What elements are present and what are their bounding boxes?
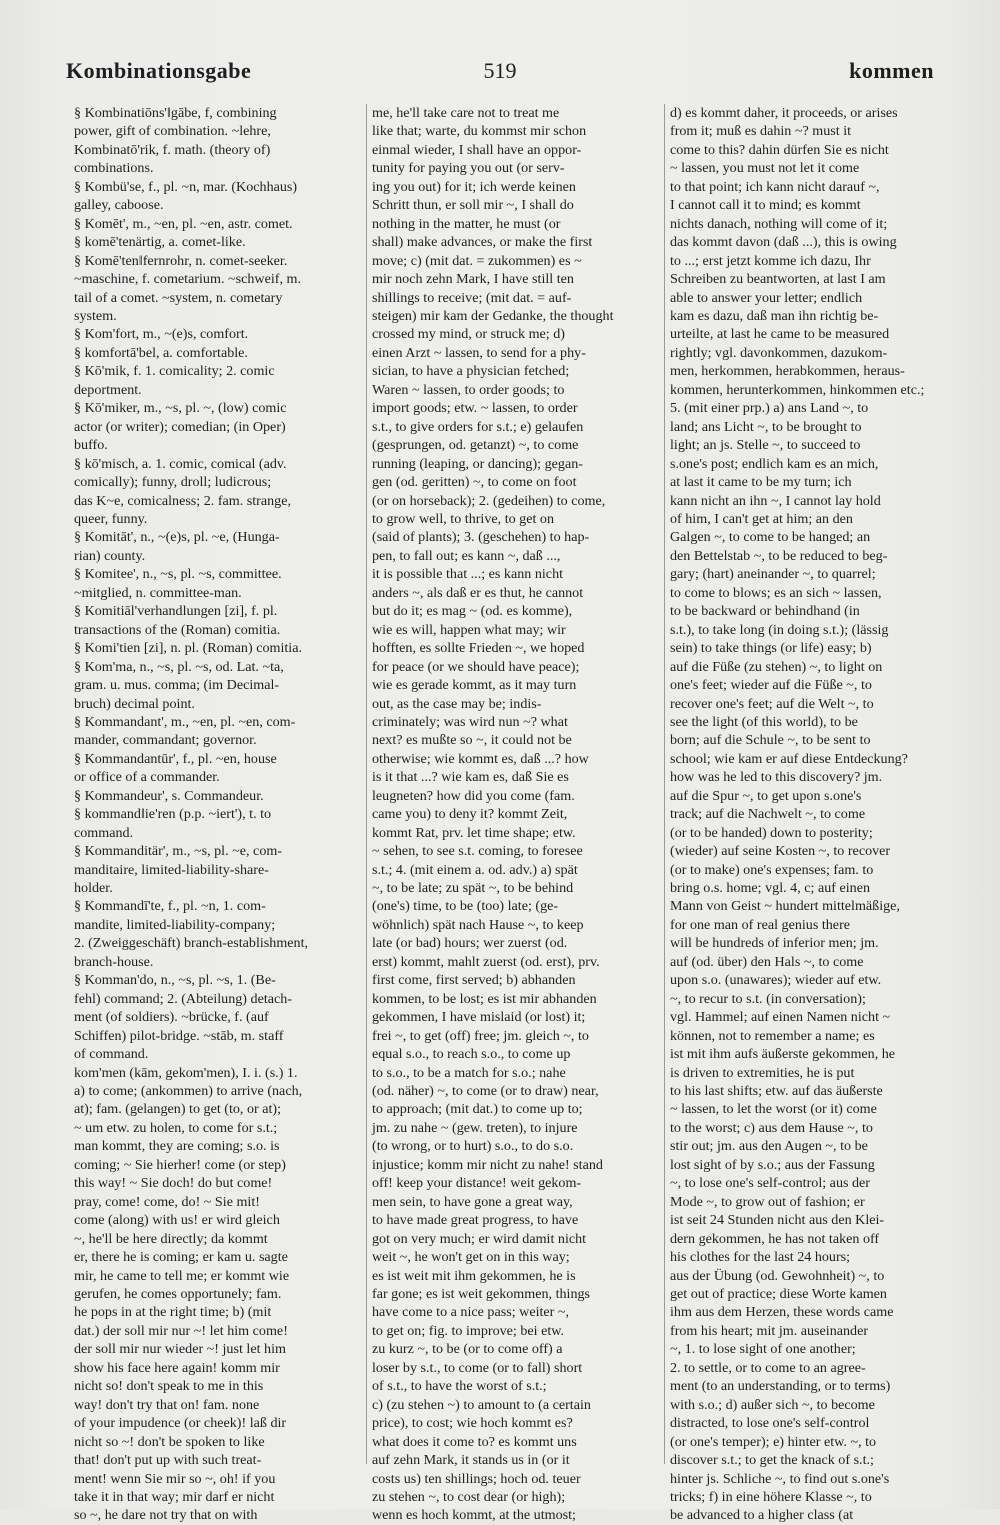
text-line: ihm aus dem Herzen, these words came [670,1304,894,1321]
text-line: way! don't try that on! fam. none [74,1396,260,1413]
text-line: urteilte, at last he came to be measured [670,326,890,343]
text-line: mandite, limited-liability-company; [74,916,276,933]
text-line: Waren ~ lassen, to order goods; to [372,381,565,398]
text-line: s.t.; 4. (mit einem a. od. adv.) a) spät [372,861,578,878]
text-line: queer, funny. [74,510,148,527]
text-line: § Komē'ten‖fernrohr, n. comet-seeker. [74,252,288,269]
text-line: rian) county. [74,547,146,564]
text-line: auf zehn Mark, it stands us in (or it [372,1452,570,1469]
text-line: branch-house. [74,953,154,970]
text-line: Kombinatō'rik, f. math. (theory of) [74,141,271,158]
text-line: track; auf die Nachwelt ~, to come [670,806,866,823]
text-line: ~mitglied, n. committee-man. [74,584,242,601]
text-line: (od. näher) ~, to come (or to draw) near, [372,1083,599,1100]
text-line: Schreiben zu beantworten, at last I am [670,271,886,288]
text-line: kam es dazu, daß man ihn richtig be- [670,307,879,324]
page-number: 519 [483,58,517,83]
text-line: rightly; vgl. davonkommen, dazukom- [670,344,888,361]
text-line: to approach; (mit dat.) to come up to; [372,1101,583,1118]
text-line: his clothes for the last 24 hours; [670,1249,851,1266]
text-line: to his last shifts; etw. auf das äußerste [670,1083,883,1100]
text-line: is it that ...? wie kam es, daß Sie es [372,769,569,786]
column-divider [664,104,665,1464]
text-line: ~, to be late; zu spät ~, to be behind [372,880,574,897]
text-line: of your impudence (or cheek)! laß dir [74,1415,287,1432]
text-line: aus der Übung (od. Gewohnheit) ~, to [670,1267,885,1284]
text-line: recover one's feet; auf die Welt ~, to [670,695,874,712]
text-line: (or one's temper); e) hinter etw. ~, to [670,1433,877,1450]
text-line: gen (od. geritten) ~, to come on foot [372,474,577,491]
text-line: Mann von Geist ~ hundert mittelmäßige, [670,898,900,915]
text-line: ~ lassen, to let the worst (or it) come [670,1101,877,1118]
text-line: kommen, to be lost; es ist mir abhanden [372,990,597,1007]
text-line: 2. (Zweiggeschäft) branch-establishment, [74,935,309,952]
text-column-3 [670,104,956,1524]
text-line: § komē'tenärtig, a. comet-like. [74,234,246,251]
text-line: steigen) mir kam der Gedanke, the thought [372,307,614,324]
text-line: 5. (mit einer prp.) a) ans Land ~, to [670,400,869,417]
text-line: man kommt, they are coming; s.o. is [74,1138,280,1155]
text-line: upon s.o. (unawares); wieder auf etw. [670,972,882,989]
text-line: show his face here again! komm mir [74,1359,280,1376]
text-line: at); fam. (gelangen) to get (to, or at); [74,1101,282,1118]
text-line: ~ um etw. zu holen, to come for s.t.; [74,1119,278,1136]
text-line: I cannot call it to mind; es kommt [670,197,861,214]
text-line: import goods; etw. ~ lassen, to order [372,400,578,417]
text-line: ment! wenn Sie mir so ~, oh! if you [74,1470,276,1487]
text-line: to be backward or behindhand (in [670,603,860,620]
text-line: ~maschine, f. cometarium. ~schweif, m. [74,271,301,288]
text-line: buffo. [74,437,108,454]
text-line: § Kommanditär', m., ~s, pl. ~e, com- [74,843,283,860]
text-line: § Kom'fort, m., ~(e)s, comfort. [74,326,249,343]
text-line: to come to blows; es an sich ~ lassen, [670,584,882,601]
text-line: price), to cost; wie hoch kommt es? [372,1415,573,1432]
text-line: (or to make) one's expenses; fam. to [670,861,874,878]
text-line: combinations. [74,160,154,177]
text-line: that! don't put up with such treat- [74,1452,262,1469]
text-line: das K~e, comicalness; 2. fam. strange, [74,492,292,509]
text-line: deportment. [74,381,142,398]
text-line: off! keep your distance! weit gekom- [372,1175,582,1192]
text-line: to the worst; c) aus dem Hause ~, to [670,1119,873,1136]
text-line: auf die Füße (zu stehen) ~, to light on [670,658,883,675]
text-line: so ~, he dare not try that on with [74,1507,258,1524]
text-line: weit ~, he won't get on in this way; [372,1249,570,1266]
text-line: born; auf die Schule ~, to be sent to [670,732,871,749]
text-line: § Kommandantūr', f., pl. ~en, house [74,750,277,767]
text-line: kann nicht an ihn ~, I cannot lay hold [670,492,881,509]
text-line: wie es gerade kommt, as it may turn [372,677,577,694]
text-line: § Komitāt', n., ~(e)s, pl. ~e, (Hunga- [74,529,280,546]
text-line: far gone; es ist weit gekommen, things [372,1286,591,1302]
text-line: late (or bad) hours; wer zuerst (od. [372,935,568,952]
text-line: den Bettelstab ~, to be reduced to beg- [670,547,888,564]
text-line: Schritt thun, er soll mir ~, I shall do [372,197,574,214]
text-line: zu kurz ~, to be (or to come off) a [372,1341,563,1358]
text-line: at last it came to be my turn; ich [670,474,852,491]
text-line: holder. [74,880,113,897]
text-line: kommen, herunterkommen, hinkommen etc.; [670,381,925,398]
text-line: to s.o., to be a match for s.o.; nahe [372,1064,566,1081]
text-line: pen, to fall out; es kann ~, daß ..., [372,547,561,564]
text-line: is driven to extremities, he is put [670,1064,855,1081]
text-line: tail of a comet. ~system, n. cometary [74,289,283,306]
text-line: power, gift of combination. ~lehre, [74,123,271,140]
text-line: (said of plants); 3. (geschehen) to hap- [372,529,590,546]
text-line: what does it come to? es kommt uns [372,1433,577,1450]
text-line: to get on; fig. to improve; bei etw. [372,1322,565,1339]
text-line: with s.o.; d) außer sich ~, to become [670,1396,875,1413]
text-line: s.t., to give orders for s.t.; e) gelaufen [372,418,584,435]
text-line: (to wrong, or to hurt) s.o., to do s.o. [372,1138,574,1155]
text-line: § kommand‖ie'ren (p.p. ~iert'), t. to [74,806,272,823]
text-line: § Kombinatiōns'‖gābe, f, combining [74,105,277,121]
text-line: discover s.t.; to get the knack of s.t.; [670,1452,874,1469]
text-line: wie es will, happen what may; wir [372,621,566,638]
text-line: bring o.s. home; vgl. 4, c; auf einen [670,880,871,897]
text-line: coming; ~ Sie hierher! come (or step) [74,1156,286,1173]
text-line: frei ~, to get (off) free; jm. gleich ~, to [372,1027,589,1044]
text-line: come (along) with us! er wird gleich [74,1212,280,1229]
text-line: § Komēt', m., ~en, pl. ~en, astr. comet. [74,215,293,232]
text-line: hofften, es sollte Frieden ~, we hoped [372,640,585,657]
text-line: criminately; was wird nun ~? what [372,713,568,730]
text-line: gram. u. mus. comma; (im Decimal- [74,677,280,694]
text-line: he pops in at the right time; b) (mit [74,1304,272,1321]
text-line: get out of practice; diese Worte kamen [670,1286,887,1302]
text-line: command. [74,824,134,841]
text-line: § Komitiāl'verhandlungen [zi], f. pl. [74,603,278,620]
text-line: fehl) command; 2. (Abteilung) detach- [74,990,292,1007]
text-line: auf (od. über) den Hals ~, to come [670,953,864,970]
text-line: § Kombü'se, f., pl. ~n, mar. (Kochhaus) [74,178,298,195]
text-line: § kō'misch, a. 1. comic, comical (adv. [74,455,287,472]
text-line: § Komitee', n., ~s, pl. ~s, committee. [74,566,282,583]
text-line: to that point; ich kann nicht darauf ~, [670,178,880,195]
text-line: for peace (or we should have peace); [372,658,580,675]
text-line: of command. [74,1046,149,1063]
text-line: from it; muß es dahin ~? must it [670,123,852,140]
column-divider [366,104,367,1464]
text-line: ~ lassen, you must not let it come [670,160,860,177]
text-line: gerufen, he comes opportunely; fam. [74,1286,282,1302]
text-line: gary; (hart) aneinander ~, to quarrel; [670,566,876,583]
text-line: vgl. Hammel; auf einen Namen nicht ~ [670,1009,891,1026]
text-line: § Kō'miker, m., ~s, pl. ~, (low) comic [74,400,287,417]
text-line: d) es kommt daher, it proceeds, or arises [670,105,898,121]
text-line: Galgen ~, to come to be hanged; an [670,529,871,546]
text-line: kommt Rat, prv. let time shape; etw. [372,824,576,841]
text-line: Mode ~, to grow out of fashion; er [670,1193,865,1210]
text-line: pray, come! come, do! ~ Sie mit! [74,1193,260,1210]
text-line: c) (zu stehen ~) to amount to (a certain [372,1396,591,1413]
text-line: er, there he is coming; er kam u. sagte [74,1249,288,1266]
text-line: bruch) decimal point. [74,695,195,712]
text-line: to ...; erst jetzt komme ich dazu, Ihr [670,252,871,269]
text-line: for one man of real genius there [670,916,851,933]
text-line: light; an js. Stelle ~, to succeed to [670,437,861,454]
text-line: können, not to remember a name; es [670,1027,875,1044]
text-line: ing you out) for it; ich werde keinen [372,178,576,195]
text-line: sician, to have a physician fetched; [372,363,570,380]
text-line: land; ans Licht ~, to be brought to [670,418,862,435]
text-line: how was he led to this discovery? jm. [670,769,883,786]
text-line: anders ~, als daß er es thut, he cannot [372,584,584,601]
text-line: shillings to receive; (mit dat. = auf- [372,289,572,306]
text-line: ment (of soldiers). ~brücke, f. (auf [74,1009,269,1026]
text-line: 2. to settle, or to come to an agree- [670,1359,866,1376]
text-line: tunity for paying you out (or serv- [372,160,565,177]
text-line: dat.) der soll mir nur ~! let him come! [74,1322,288,1339]
text-line: shall) make advances, or make the first [372,234,593,251]
text-line: § Kommandant', m., ~en, pl. ~en, com- [74,713,296,730]
text-line: men, herkommen, herabkommen, heraus- [670,363,905,380]
text-line: mir, he came to tell me; er kommt wie [74,1267,290,1284]
text-line: § Komi'tien [zi], n. pl. (Roman) comitia. [74,640,302,657]
text-line: das kommt davon (daß ...), this is owing [670,234,897,251]
header-left-guide-word: Kombinationsgabe [66,58,252,83]
text-line: § Kō'mik, f. 1. comicality; 2. comic [74,363,275,380]
text-line: me, he'll take care not to treat me [372,105,560,121]
text-line: auf die Spur ~, to get upon s.one's [670,787,862,804]
text-line: einmal wieder, I shall have an oppor- [372,141,582,158]
text-line: nothing in the matter, he must (or [372,215,561,232]
text-line: Schiffen) pilot-bridge. ~stāb, m. staff [74,1027,284,1044]
text-line: like that; warte, du kommst mir schon [372,123,587,140]
text-line: crossed my mind, or struck me; d) [372,326,565,343]
text-line: wöhnlich) spät nach Hause ~, to keep [372,916,584,933]
text-column-1 [74,104,360,1524]
text-line: (or to be handed) down to posterity; [670,824,873,841]
text-line: equal s.o., to reach s.o., to come up [372,1046,571,1063]
text-line: manditaire, limited-liability-share- [74,861,269,878]
text-line: § Kommandī'te, f., pl. ~n, 1. com- [74,898,266,915]
text-line: be advanced to a higher class (at [670,1507,854,1524]
text-line: jm. zu nahe ~ (gew. treten), to injure [372,1119,578,1136]
text-line: leugneten? how did you come (fam. [372,787,575,804]
text-line: (one's) time, to be (too) late; (ge- [372,898,559,915]
text-line: (wieder) auf seine Kosten ~, to recover [670,843,891,860]
text-line: gekommen, I have mislaid (or lost) it; [372,1009,586,1026]
text-line: actor (or writer); comedian; (in Oper) [74,418,286,435]
text-line: sein) to take things (or life) easy; b) [670,640,872,657]
text-line: dern gekommen, he has not taken off [670,1230,880,1247]
text-line: running (leaping, or dancing); gegan- [372,455,583,472]
text-line: to have made great progress, to have [372,1212,579,1229]
text-line: ~ sehen, to see s.t. coming, to foresee [372,843,583,860]
text-line: of s.t., to have the worst of s.t.; [372,1378,547,1395]
text-line: it is possible that ...; es kann nicht [372,566,564,583]
text-line: but do it; es mag ~ (od. es komme), [372,603,573,620]
text-line: injustice; komm mir nicht zu nahe! stand [372,1156,603,1173]
text-line: s.t.), to take long (in doing s.t.); (lässig [670,621,889,638]
text-line: will be hundreds of inferior men; jm. [670,935,879,952]
text-line: ~, he'll be here directly; da kommt [74,1230,268,1247]
text-line: der soll mir nur wieder ~! just let him [74,1341,286,1358]
text-line: to grow well, to thrive, to get on [372,510,555,527]
text-line: (or on horseback); 2. (gedeihen) to come, [372,492,606,509]
text-line: this way! ~ Sie doch! do but come! [74,1175,273,1192]
text-line: mander, commandant; governor. [74,732,257,749]
text-line: got on very much; er wird damit nicht [372,1230,587,1247]
text-line: otherwise; wie kommt es, daß ...? how [372,750,589,767]
text-line: § Kom'ma, n., ~s, pl. ~s, od. Lat. ~ta, [74,658,284,675]
text-line: wenn es hoch kommt, at the utmost; [372,1507,576,1524]
text-line: a) to come; (ankommen) to arrive (nach, [74,1083,303,1100]
text-line: able to answer your letter; endlich [670,289,863,306]
text-line: mir noch zehn Mark, I have still ten [372,271,574,288]
text-line: § Komman'do, n., ~s, pl. ~s, 1. (Be- [74,972,276,989]
text-line: from his heart; mit jm. auseinander [670,1322,869,1339]
text-line: einen Arzt ~ lassen, to send for a phy- [372,344,586,361]
text-line: § komfortā'bel, a. comfortable. [74,344,248,361]
text-line: (gesprungen, od. getanzt) ~, to come [372,437,579,454]
text-line: es ist weit mit ihm gekommen, he is [372,1267,576,1284]
text-line: or office of a commander. [74,769,220,786]
text-line: comically); funny, droll; ludicrous; [74,474,272,491]
text-line: zu stehen ~, to cost dear (or high); [372,1488,566,1505]
text-line: system. [74,307,117,324]
text-line: costs us) ten shillings; hoch od. teuer [372,1470,581,1487]
text-line: of him, I can't get at him; an den [670,510,853,527]
text-line: distracted, to lose one's self-control [670,1415,870,1432]
text-line: come to this? dahin dürfen Sie es nicht [670,141,889,158]
text-line: tricks; f) in eine höhere Klasse ~, to [670,1488,872,1505]
text-line: stir out; jm. aus den Augen ~, to be [670,1138,868,1155]
text-line: ~, to recur to s.t. (in conversation); [670,990,866,1007]
text-line: ment (to an understanding, or to terms) [670,1378,891,1395]
text-line: s.one's post; endlich kam es an mich, [670,455,879,472]
text-line: ist seit 24 Stunden nicht aus den Klei- [670,1212,885,1229]
text-line: nichts danach, nothing will come of it; [670,215,888,232]
text-line: transactions of the (Roman) comitia. [74,621,281,638]
text-line: loser by s.t., to come (or to fall) short [372,1359,583,1376]
text-line: came you) to deny it? kommt Zeit, [372,806,568,823]
page-header [66,58,934,88]
text-line: next? es mußte so ~, it could not be [372,732,572,749]
text-line: hinter js. Schliche ~, to find out s.one's [670,1470,890,1487]
text-line: ist mit ihm aufs äußerste gekommen, he [670,1046,896,1063]
text-line: move; c) (mit dat. = zukommen) es ~ [372,252,582,269]
text-line: galley, caboose. [74,197,164,214]
text-line: men sein, to have gone a great way, [372,1193,573,1210]
text-line: ~, to lose one's self-control; aus der [670,1175,870,1192]
text-line: one's feet; wieder auf die Füße ~, to [670,677,872,694]
text-line: out, as the case may be; indis- [372,695,542,712]
text-line: school; wie kam er auf diese Entdeckung? [670,750,908,767]
text-line: have come to a nice pass; weiter ~, [372,1304,570,1321]
text-line: first come, first served; b) abhanden [372,972,576,989]
text-line: nicht so! don't speak to me in this [74,1378,264,1395]
text-line: kom'men (kām, gekom'men), I. i. (s.) 1. [74,1064,298,1081]
text-line: lost sight of by s.o.; aus der Fassung [670,1156,875,1173]
text-column-2 [372,104,658,1524]
text-line: take it in that way; mir darf er nicht [74,1488,275,1505]
text-line: see the light (of this world), to be [670,713,858,730]
text-line: nicht so ~! don't be spoken to like [74,1433,265,1450]
text-line: ~, 1. to lose sight of one another; [670,1341,856,1358]
text-line: erst) kommt, mahlt zuerst (od. erst), prv. [372,953,600,970]
text-line: § Kommandeur', s. Commandeur. [74,787,264,804]
header-right-guide-word: kommen [849,58,934,83]
